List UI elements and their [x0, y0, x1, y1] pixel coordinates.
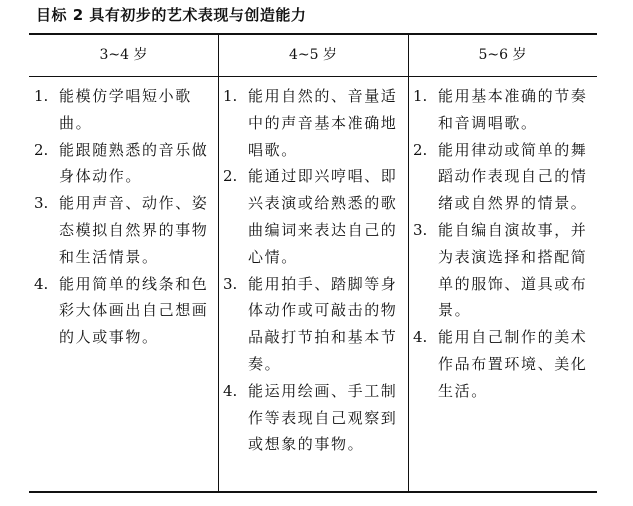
list-item	[29, 137, 209, 191]
column-age-3-4	[29, 83, 209, 491]
item-text: 能运用绘画、手工制作等表现自己观察到或想象的事物。	[248, 381, 398, 454]
item-text: 能用简单的线条和色彩大体画出自己想画的人或事物。	[59, 274, 209, 347]
item-text: 能跟随熟悉的音乐做身体动作。	[59, 140, 209, 186]
item-text: 能用声音、动作、姿态模拟自然界的事物和生活情景。	[59, 194, 209, 266]
list-item	[218, 271, 400, 378]
item-number: 4.	[413, 328, 428, 347]
column-header-age-4-5: 4~5 岁	[289, 47, 337, 63]
item-text: 能用基本准确的节奏和音调唱歌。	[438, 87, 588, 132]
item-text: 能用律动或简单的舞蹈动作表现自己的情绪或自然界的情景。	[438, 140, 588, 213]
item-number: 3.	[34, 194, 49, 213]
item-number: 4.	[34, 274, 49, 293]
item-text: 能通过即兴哼唱、即兴表演或给熟悉的歌曲编词来表达自己的心情。	[248, 167, 398, 266]
column-age-5-6	[408, 83, 590, 491]
list-item	[29, 190, 209, 270]
item-text: 能模仿学唱短小歌曲。	[59, 87, 192, 132]
item-text: 能自编自演故事，并为表演选择和搭配简单的服饰、道具或布景。	[438, 220, 588, 320]
page-title: 目标 2 具有初步的艺术表现与创造能力	[36, 6, 307, 24]
item-number: 1.	[413, 87, 428, 105]
item-text: 能用拍手、踏脚等身体动作或可敲击的物品敲打节拍和基本节奏。	[248, 274, 398, 373]
item-number: 1.	[223, 87, 238, 105]
table-header-row	[29, 35, 597, 77]
list-item	[218, 163, 400, 270]
item-number: 1.	[34, 87, 49, 105]
list-item	[408, 137, 590, 217]
list-item	[408, 217, 590, 324]
item-number: 2.	[223, 167, 238, 186]
item-number: 2.	[34, 140, 49, 159]
goals-table	[29, 33, 597, 493]
column-header-age-3-4: 3~4 岁	[99, 47, 148, 63]
list-item	[408, 324, 590, 404]
item-text: 能用自己制作的美术作品布置环境、美化生活。	[438, 328, 588, 400]
item-number: 3.	[413, 220, 428, 239]
column-age-4-5	[218, 83, 400, 491]
list-item	[29, 83, 209, 137]
item-number: 3.	[223, 274, 238, 293]
item-number: 2.	[413, 140, 428, 159]
list-item	[29, 271, 209, 351]
item-number: 4.	[223, 381, 238, 400]
list-item	[218, 378, 400, 458]
list-item	[408, 83, 590, 137]
list-item	[218, 83, 400, 163]
item-text: 能用自然的、音量适中的声音基本准确地唱歌。	[248, 87, 398, 159]
column-header-age-5-6: 5~6 岁	[478, 47, 527, 63]
